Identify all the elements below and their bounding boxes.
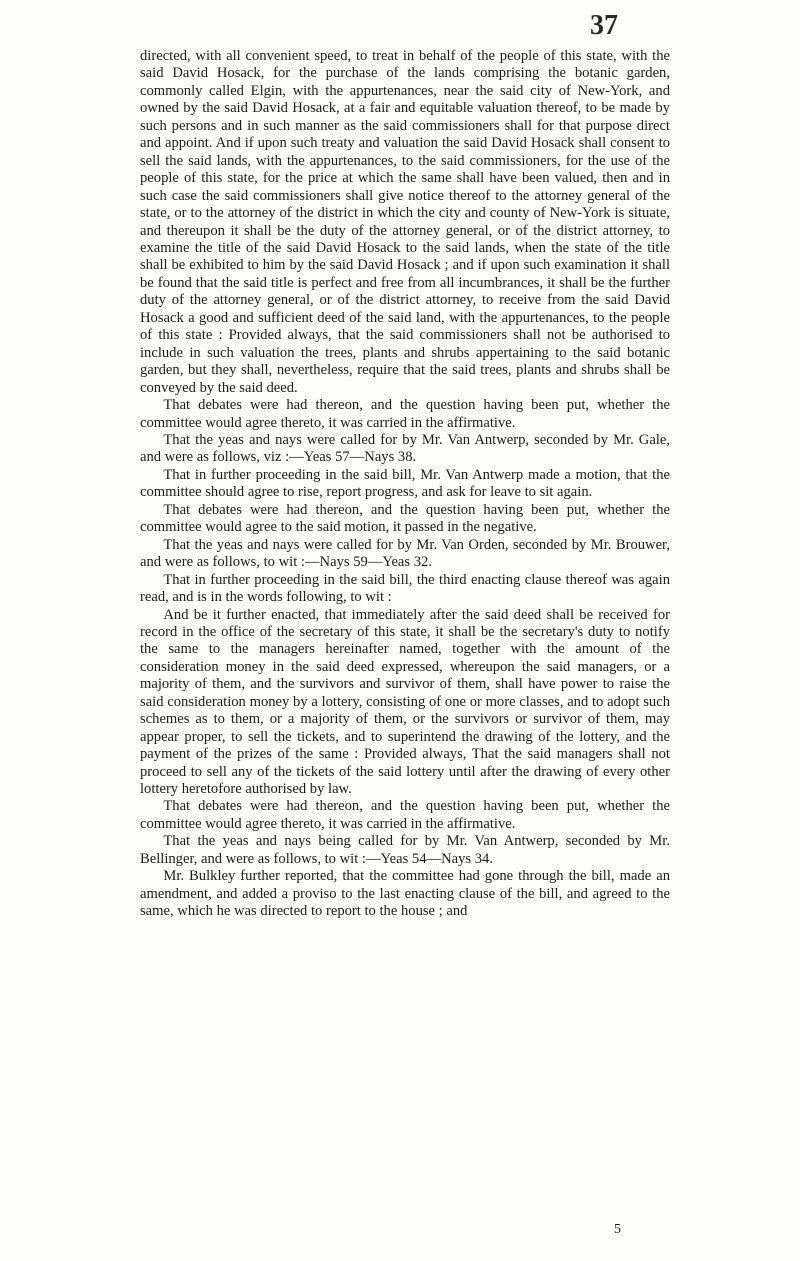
paragraph: That the yeas and nays were called for by Mr. Van Orden, seconded by Mr. Brouwer, and were as follows, to wit :—Nays 59—Yeas 32.: [140, 536, 670, 571]
page-number: 37: [590, 10, 618, 41]
paragraph: Mr. Bulkley further reported, that the committee had gone through the bill, made an amendment, and added a proviso to the last enacting clause of the bill, and agreed to the same, which he was directed to report to the house ; and: [140, 868, 670, 920]
paragraph: That debates were had thereon, and the question having been put, whether the committee would agree thereto, it was carried in the affirmative.: [140, 798, 670, 832]
paragraph: That in further proceeding in the said bill, the third enacting clause thereof was again read, and is in the words following, to wit :: [140, 571, 670, 606]
paragraph: That the yeas and nays being called for by Mr. Van Antwerp, seconded by Mr. Bellinger, and were as follows, to wit :—Yeas 54—Nays 34.: [140, 833, 670, 867]
paragraph: And be it further enacted, that immediately after the said deed shall be received for record in the office of the secretary of this state, it shall be the secretary's duty to notify the same to the managers hereinafter named, together with the amount of the consideration money in the said deed expressed, whereupon the said managers, or a majority of them, and the survivors and survivor of them, shall have power to raise the said consideration money by a lottery, consisting of one or more classes, and to adopt such schemes as to them, or a majority of them, or the survivors or survivor of them, may appear proper, to sell the tickets, and to superintend the drawing of the lottery, and the payment of the prizes of the same : Provided always, That the said managers shall not proceed to sell any of the tickets of the said lottery until after the drawing of every other lottery heretofore authorised by law.: [140, 606, 670, 798]
body-text: [140, 48, 670, 921]
paragraph: That debates were had thereon, and the question having been put, whether the committee would agree thereto, it was carried in the affirmative.: [140, 397, 670, 431]
paragraph: That in further proceeding in the said bill, Mr. Van Antwerp made a motion, that the committee should agree to rise, report progress, and ask for leave to sit again.: [140, 466, 670, 501]
paragraph: That debates were had thereon, and the question having been put, whether the committee would agree to the said motion, it passed in the negative.: [140, 501, 670, 536]
catchword: 5: [614, 1222, 621, 1237]
paragraph: That the yeas and nays were called for by Mr. Van Antwerp, seconded by Mr. Gale, and were as follows, viz :—Yeas 57—Nays 38.: [140, 431, 670, 466]
paragraph: directed, with all convenient speed, to treat in behalf of the people of this state, with the said David Hosack, for the purchase of the lands comprising the botanic garden, commonly called Elgin, with the appurtenances, near the said city of New-York, and owned by the said David Hosack, at a fair and equitable valuation thereof, to be made by such persons and in such manner as the said commissioners shall for that purpose direct and appoint. And if upon such treaty and valuation the said David Hosack shall consent to sell the said lands, with the appurtenances, to the said commissioners, for the use of the people of this state, for the price at which the same shall have been valued, then and in such case the said commissioners shall give notice thereof to the attorney general of the state, or to the attorney of the district in which the city and county of New-York is situate, and thereupon it shall be the duty of the attorney general, or of the district attorney, to examine the title of the said David Hosack to the said lands, when the state of the title shall be exhibited to him by the said David Hosack ; and if upon such examination it shall be found that the said title is perfect and free from all incumbrances, it shall be the further duty of the attorney general, or of the district attorney, to receive from the said David Hosack a good and sufficient deed of the said land, with the appurtenances, to the people of this state : Provided always, that the said commissioners shall not be authorised to include in such valuation the trees, plants and shrubs appertaining to the said botanic garden, but they shall, nevertheless, require that the said trees, plants and shrubs shall be conveyed by the said deed.: [140, 48, 670, 396]
